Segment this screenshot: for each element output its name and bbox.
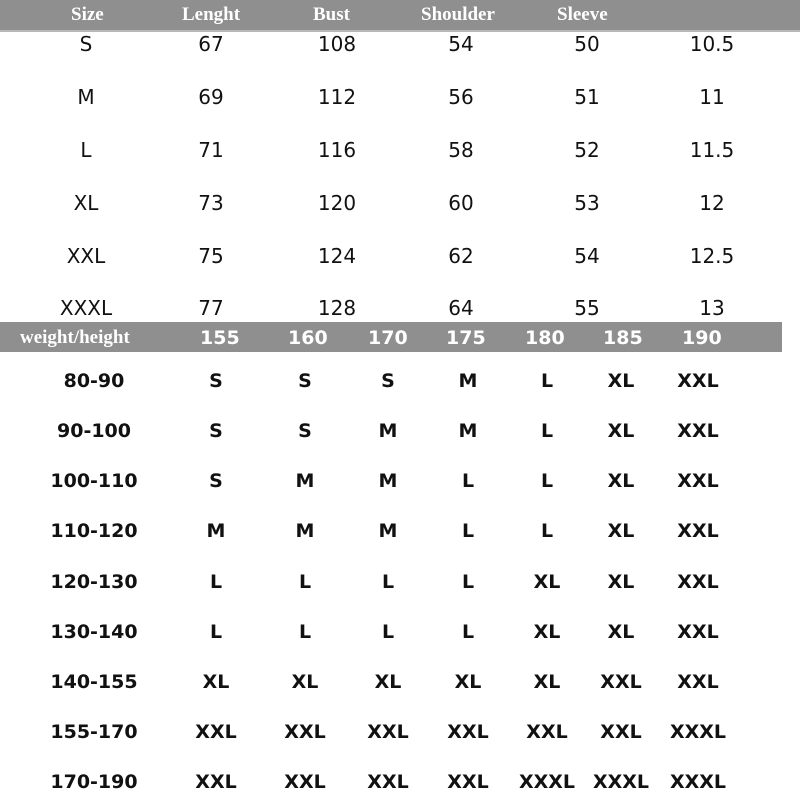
- size-row-cell: 11: [699, 85, 725, 109]
- size-row-cell: 108: [317, 32, 357, 56]
- size-row-label: M: [77, 85, 95, 109]
- size-row-cell: 64: [448, 296, 474, 320]
- fit-row-cell: XL: [607, 520, 635, 542]
- fit-row-cell: XXL: [195, 771, 237, 793]
- fit-row-cell: M: [458, 420, 478, 442]
- size-row: [0, 82, 800, 112]
- size-row: [0, 188, 800, 218]
- size-row-cell: 50: [574, 32, 600, 56]
- fit-row: [0, 366, 800, 396]
- fit-row-cell: L: [540, 420, 554, 442]
- header-length: Lenght: [182, 4, 241, 25]
- fit-row-cell: XXL: [677, 370, 719, 392]
- fit-row-cell: XXL: [447, 721, 489, 743]
- fit-row-label: 80-90: [63, 370, 125, 392]
- fit-row-label: 155-170: [50, 721, 138, 743]
- fit-row-cell: XL: [607, 370, 635, 392]
- header-height-180: 180: [525, 327, 565, 349]
- fit-row-cell: XXL: [677, 420, 719, 442]
- fit-row-cell: S: [298, 420, 312, 442]
- fit-row-cell: S: [381, 370, 395, 392]
- fit-row-cell: XL: [454, 671, 482, 693]
- fit-row-cell: XXXL: [669, 721, 727, 743]
- fit-row: [0, 466, 800, 496]
- fit-row-cell: XXXL: [518, 771, 576, 793]
- fit-row-cell: M: [378, 520, 398, 542]
- fit-row-cell: XL: [533, 571, 561, 593]
- fit-row-cell: XXL: [284, 721, 326, 743]
- size-row-cell: 56: [448, 85, 474, 109]
- fit-row-cell: XXL: [677, 571, 719, 593]
- size-row-cell: 60: [448, 191, 474, 215]
- fit-row-cell: XXL: [677, 671, 719, 693]
- size-row-cell: 13: [699, 296, 725, 320]
- fit-row-cell: XL: [607, 420, 635, 442]
- size-row-cell: 75: [198, 244, 224, 268]
- fit-row-cell: L: [381, 571, 395, 593]
- size-row-cell: 73: [198, 191, 224, 215]
- size-row-cell: 77: [198, 296, 224, 320]
- fit-row-cell: XXL: [600, 671, 642, 693]
- fit-row-cell: XL: [607, 621, 635, 643]
- fit-row-cell: XXL: [367, 771, 409, 793]
- fit-row-cell: XXL: [600, 721, 642, 743]
- fit-row-cell: S: [209, 470, 223, 492]
- size-row-cell: 55: [574, 296, 600, 320]
- fit-row-cell: XL: [533, 671, 561, 693]
- size-row-cell: 53: [574, 191, 600, 215]
- fit-row-cell: M: [378, 420, 398, 442]
- fit-row: [0, 717, 800, 747]
- size-row: [0, 135, 800, 165]
- size-row-cell: 69: [198, 85, 224, 109]
- fit-row-cell: L: [461, 470, 475, 492]
- size-row-cell: 54: [574, 244, 600, 268]
- fit-row: [0, 416, 800, 446]
- fit-row-cell: XL: [202, 671, 230, 693]
- fit-row-label: 100-110: [50, 470, 138, 492]
- fit-row-label: 130-140: [50, 621, 138, 643]
- size-row-cell: 128: [317, 296, 357, 320]
- fit-row-cell: M: [206, 520, 226, 542]
- header-shoulder: Shoulder: [421, 4, 495, 25]
- size-row-cell: 58: [448, 138, 474, 162]
- size-table-header: [0, 0, 800, 32]
- fit-row-cell: XL: [291, 671, 319, 693]
- fit-row-cell: XXL: [284, 771, 326, 793]
- size-row-label: XL: [73, 191, 99, 215]
- fit-row-cell: XXXL: [592, 771, 650, 793]
- fit-row-cell: S: [298, 370, 312, 392]
- fit-row-cell: L: [461, 520, 475, 542]
- size-row-cell: 12.5: [689, 244, 735, 268]
- size-row-cell: 54: [448, 32, 474, 56]
- fit-row-cell: L: [461, 571, 475, 593]
- fit-row-cell: XXL: [367, 721, 409, 743]
- fit-row-cell: XL: [607, 470, 635, 492]
- fit-row-cell: XXL: [447, 771, 489, 793]
- fit-row-label: 120-130: [50, 571, 138, 593]
- header-height-170: 170: [368, 327, 408, 349]
- fit-row: [0, 617, 800, 647]
- fit-row-cell: XL: [533, 621, 561, 643]
- fit-row-label: 110-120: [50, 520, 138, 542]
- fit-row-cell: XXL: [677, 520, 719, 542]
- size-row: [0, 29, 800, 59]
- size-row-cell: 52: [574, 138, 600, 162]
- size-row-label: XXL: [66, 244, 106, 268]
- fit-row-cell: L: [298, 571, 312, 593]
- fit-row: [0, 567, 800, 597]
- size-row-cell: 120: [317, 191, 357, 215]
- header-height-160: 160: [288, 327, 328, 349]
- fit-row-label: 170-190: [50, 771, 138, 793]
- size-row-cell: 10.5: [689, 32, 735, 56]
- fit-row-cell: L: [540, 520, 554, 542]
- header-height-185: 185: [603, 327, 643, 349]
- fit-row-cell: XXL: [677, 470, 719, 492]
- fit-row: [0, 767, 800, 797]
- fit-row-cell: M: [295, 520, 315, 542]
- fit-row-cell: L: [298, 621, 312, 643]
- fit-row-cell: L: [461, 621, 475, 643]
- size-row-label: L: [80, 138, 92, 162]
- header-size: Size: [71, 4, 104, 25]
- header-height-155: 155: [200, 327, 240, 349]
- fit-row-cell: XL: [607, 571, 635, 593]
- size-row-label: S: [79, 32, 93, 56]
- size-row: [0, 241, 800, 271]
- size-row-cell: 62: [448, 244, 474, 268]
- fit-row-cell: L: [381, 621, 395, 643]
- fit-table-header: [0, 322, 782, 352]
- fit-row-label: 140-155: [50, 671, 138, 693]
- header-bust: Bust: [313, 4, 350, 25]
- size-row-cell: 71: [198, 138, 224, 162]
- fit-row: [0, 667, 800, 697]
- header-weight-height: weight/height: [20, 327, 130, 348]
- fit-row: [0, 516, 800, 546]
- fit-row-cell: M: [378, 470, 398, 492]
- size-row-cell: 51: [574, 85, 600, 109]
- fit-row-cell: M: [295, 470, 315, 492]
- fit-row-cell: L: [540, 370, 554, 392]
- fit-row-cell: XXL: [526, 721, 568, 743]
- fit-row-cell: L: [209, 621, 223, 643]
- size-row-cell: 12: [699, 191, 725, 215]
- size-row: [0, 293, 800, 323]
- fit-row-cell: M: [458, 370, 478, 392]
- fit-row-cell: XL: [374, 671, 402, 693]
- header-height-175: 175: [446, 327, 486, 349]
- fit-row-cell: S: [209, 370, 223, 392]
- fit-row-label: 90-100: [57, 420, 131, 442]
- fit-row-cell: XXL: [677, 621, 719, 643]
- header-sleeve: Sleeve: [557, 4, 608, 25]
- fit-row-cell: S: [209, 420, 223, 442]
- fit-row-cell: XXL: [195, 721, 237, 743]
- header-height-190: 190: [682, 327, 722, 349]
- fit-row-cell: L: [540, 470, 554, 492]
- size-row-label: XXXL: [59, 296, 113, 320]
- size-row-cell: 112: [317, 85, 357, 109]
- size-row-cell: 11.5: [689, 138, 735, 162]
- size-row-cell: 124: [317, 244, 357, 268]
- fit-row-cell: XXXL: [669, 771, 727, 793]
- size-row-cell: 67: [198, 32, 224, 56]
- fit-row-cell: L: [209, 571, 223, 593]
- size-row-cell: 116: [317, 138, 357, 162]
